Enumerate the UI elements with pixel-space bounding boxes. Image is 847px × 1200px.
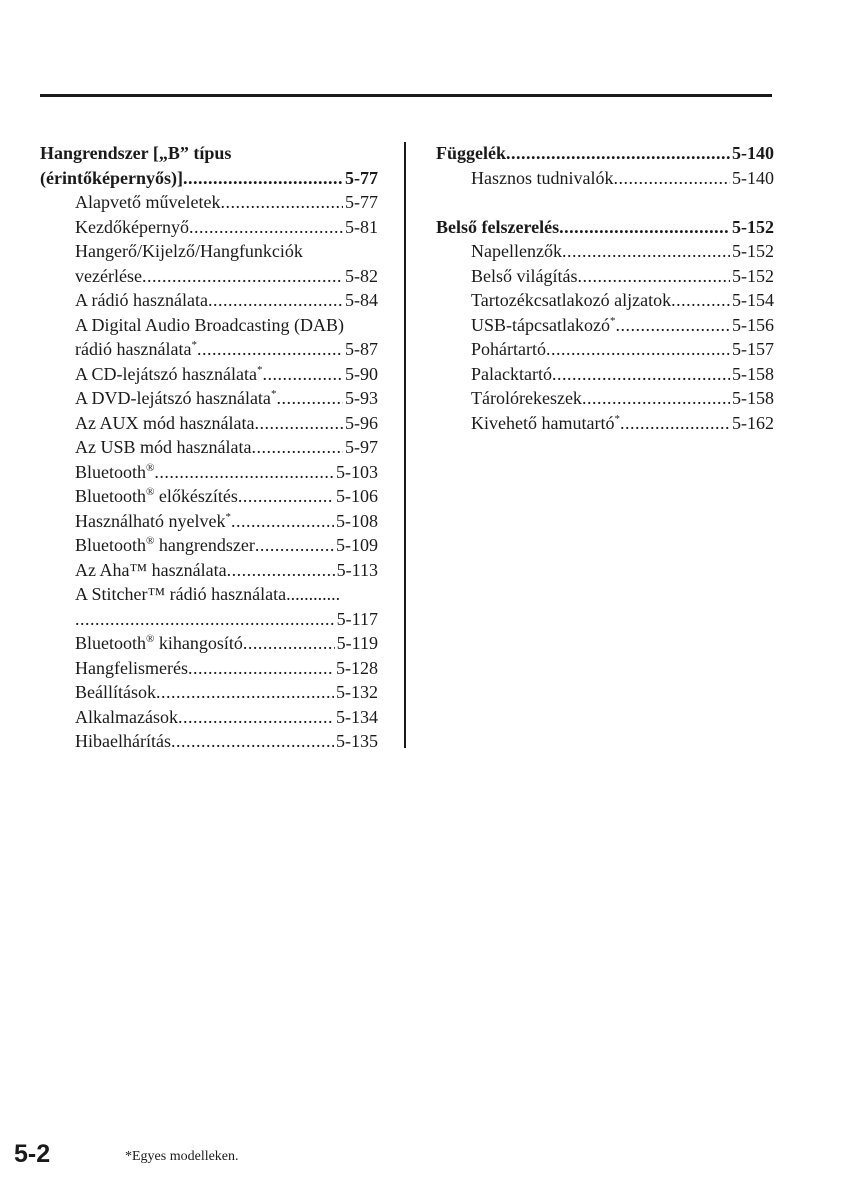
toc-entry[interactable] — [40, 460, 378, 485]
toc-entry-text — [75, 631, 243, 656]
toc-entry-mark: ® — [146, 486, 155, 498]
toc-entry-label: vezérlése — [75, 265, 142, 286]
leader-dots — [189, 215, 343, 240]
toc-entry[interactable] — [436, 411, 774, 436]
toc-entry-text — [471, 313, 615, 338]
toc-entry-mark: ® — [146, 535, 155, 547]
leader-dots — [671, 288, 730, 313]
toc-entry-label: Hibaelhárítás — [75, 731, 171, 751]
toc-entry-label: Alapvető műveletek — [75, 192, 221, 212]
toc-entry-label: Beállítások — [75, 682, 156, 702]
toc-entry-mark: * — [270, 388, 277, 400]
toc-entry-label: Palacktartó — [471, 363, 552, 384]
toc-entry[interactable] — [40, 631, 378, 656]
toc-entry-text — [471, 239, 562, 264]
toc-entry-page: 5-77 — [345, 192, 378, 212]
toc-entry-label: Az USB mód használata — [75, 437, 252, 457]
section-title-entry[interactable] — [436, 215, 774, 240]
toc-entry-page: 5-135 — [336, 731, 378, 751]
leader-dots — [559, 215, 730, 240]
toc-entry-text — [75, 460, 154, 485]
toc-entry-page: 5-96 — [345, 412, 378, 433]
section-page: 5-77 — [345, 167, 378, 188]
toc-entry-page: 5-84 — [345, 290, 378, 310]
page-number: 5-2 — [14, 1140, 51, 1168]
toc-entry-mark: ® — [146, 633, 155, 645]
toc-entry-text — [75, 680, 156, 705]
toc-entry-text — [75, 288, 208, 313]
toc-entry-page: 5-109 — [336, 535, 378, 555]
toc-entry-line1[interactable] — [40, 582, 378, 607]
toc-entry[interactable] — [40, 729, 378, 754]
toc-entry-label: Alkalmazások — [75, 706, 178, 727]
section-title: Belső felszerelés — [436, 216, 560, 237]
toc-entry-text — [75, 435, 251, 460]
toc-entry-page: 5-97 — [345, 437, 378, 457]
toc-entry-text — [471, 411, 620, 436]
leader-dots — [178, 705, 334, 730]
toc-entry-page: 5-87 — [345, 339, 378, 359]
leader-dots — [251, 435, 343, 460]
toc-entry-label: Tárolórekeszek — [471, 388, 582, 408]
toc-entry-label: Hasznos tudnivalók — [471, 167, 614, 188]
toc-entry-mark: * — [256, 363, 263, 376]
toc-entry-text — [75, 337, 197, 362]
toc-entry-label: Kivehető hamutartó — [471, 412, 615, 433]
toc-entry[interactable] — [40, 533, 378, 558]
toc-entry[interactable] — [40, 435, 378, 460]
leader-dots — [546, 337, 730, 362]
toc-entry-page: 5-132 — [336, 682, 378, 702]
toc-entry-page: 5-82 — [345, 265, 378, 286]
toc-entry-page: 5-108 — [336, 510, 378, 531]
section-title[interactable] — [40, 141, 378, 166]
toc-entry-label: Bluetooth — [75, 633, 146, 653]
leader-dots — [582, 386, 730, 411]
toc-entry-text — [75, 705, 178, 730]
toc-right-sections — [436, 141, 774, 435]
toc-entry-text — [471, 337, 546, 362]
toc-entry-text: Hangerő/Kijelző/Hangfunkciók — [75, 241, 303, 261]
toc-entry[interactable] — [40, 680, 378, 705]
toc-entry-page: 5-81 — [345, 216, 378, 237]
toc-entry[interactable] — [40, 656, 378, 681]
toc-entry-mark: * — [191, 339, 197, 351]
toc-entry[interactable] — [436, 386, 774, 411]
toc-entry[interactable] — [436, 264, 774, 289]
toc-entry-page: 5-152 — [732, 241, 774, 261]
toc-entry-page: 5-134 — [336, 706, 378, 727]
toc-left-items — [40, 190, 378, 754]
toc-entry-text — [75, 190, 220, 215]
toc-entry-page: 5-162 — [732, 412, 774, 433]
leader-dots — [188, 656, 334, 681]
toc-entry-label: Tartozékcsatlakozó aljzatok — [471, 290, 672, 310]
toc-entry-text — [75, 484, 238, 509]
toc-entry-text — [75, 729, 171, 754]
toc-entry-mark: ® — [146, 461, 155, 474]
toc-entry[interactable] — [40, 288, 378, 313]
top-rule — [40, 94, 772, 97]
toc-entry-label-suffix: hangrendszer — [154, 535, 255, 555]
toc-entry[interactable] — [40, 215, 378, 240]
toc-entry-label-suffix: előkészítés — [154, 486, 238, 506]
leader-dots — [197, 337, 343, 362]
column-divider — [404, 142, 406, 748]
leader-dots — [142, 264, 343, 289]
toc-entry-page: 5-106 — [336, 486, 378, 506]
leader-dots — [238, 484, 334, 509]
toc-entry[interactable] — [436, 313, 774, 338]
leader-dots — [183, 166, 343, 191]
toc-entry-line1[interactable] — [40, 239, 378, 264]
toc-entry-text — [75, 509, 231, 534]
leader-dots — [613, 166, 730, 191]
toc-entry-label: Bluetooth — [75, 461, 146, 482]
leader-dots — [231, 509, 334, 534]
toc-entry[interactable] — [436, 239, 774, 264]
toc-entry-label: Bluetooth — [75, 486, 146, 506]
toc-entry[interactable] — [40, 337, 378, 362]
toc-entry-text — [471, 386, 582, 411]
toc-entry-text — [471, 264, 578, 289]
toc-entry-page: 5-158 — [732, 388, 774, 408]
toc-entry-text: A Stitcher™ rádió használata............ — [75, 584, 341, 604]
toc-entry[interactable] — [40, 607, 378, 632]
toc-entry[interactable] — [436, 362, 774, 387]
toc-entry[interactable] — [40, 411, 378, 436]
leader-dots — [220, 190, 343, 215]
leader-dots — [578, 264, 731, 289]
toc-entry[interactable] — [40, 386, 378, 411]
leader-dots — [506, 141, 730, 166]
toc-entry-page: 5-140 — [732, 167, 774, 188]
toc-entry-text — [75, 215, 189, 240]
toc-entry-label: USB-tápcsatlakozó — [471, 314, 610, 335]
toc-entry-page: 5-113 — [336, 559, 378, 580]
section-title-line2: (érintőképernyős)] — [40, 167, 183, 188]
toc-entry[interactable] — [40, 190, 378, 215]
toc-entry-page: 5-154 — [732, 290, 774, 310]
toc-entry-page: 5-128 — [336, 657, 378, 678]
toc-entry[interactable] — [40, 264, 378, 289]
toc-entry-text — [471, 166, 613, 191]
section-title-entry[interactable] — [40, 166, 378, 191]
toc-entry-label: Hangfelismerés — [75, 657, 188, 678]
toc-entry-page: 5-156 — [732, 314, 774, 335]
section-gap — [436, 190, 774, 215]
toc-entry-page: 5-93 — [345, 388, 378, 408]
toc-entry-text — [471, 362, 552, 387]
section-title: Függelék — [436, 143, 506, 163]
toc-entry-page: 5-119 — [336, 633, 378, 653]
leader-dots — [75, 607, 335, 632]
toc-entry-line1[interactable] — [40, 313, 378, 338]
leader-dots — [562, 239, 730, 264]
leader-dots — [227, 558, 335, 583]
leader-dots — [615, 313, 730, 338]
toc-entry-text — [75, 533, 255, 558]
toc-entry-page: 5-103 — [336, 461, 378, 482]
toc-entry-text — [75, 656, 188, 681]
leader-dots — [262, 362, 343, 387]
toc-entry-text — [75, 264, 142, 289]
toc-entry[interactable] — [40, 509, 378, 534]
toc-entry-label: Bluetooth — [75, 535, 146, 555]
toc-entry[interactable] — [40, 705, 378, 730]
toc-entry-text — [75, 386, 276, 411]
toc-entry-page: 5-157 — [732, 339, 774, 359]
toc-entry-label: A CD-lejátszó használata — [75, 363, 257, 384]
toc-entry-label: Belső világítás — [471, 265, 578, 286]
toc-entry-text: A Digital Audio Broadcasting (DAB) — [75, 314, 344, 335]
toc-entry-page: 5-90 — [345, 363, 378, 384]
toc-entry[interactable] — [436, 337, 774, 362]
toc-entry-mark: * — [609, 314, 616, 327]
toc-entry[interactable] — [40, 484, 378, 509]
toc-entry-text — [75, 558, 227, 583]
section-page: 5-152 — [732, 216, 774, 237]
toc-entry-page: 5-117 — [336, 608, 378, 629]
leader-dots — [243, 631, 335, 656]
leader-dots — [620, 411, 730, 436]
toc-entry-label: Kezdőképernyő — [75, 216, 189, 237]
toc-left-column — [40, 141, 378, 754]
toc-entry-page: 5-158 — [732, 363, 774, 384]
toc-entry-label: A DVD-lejátszó használata — [75, 388, 271, 408]
toc-entry-mark: * — [225, 510, 231, 523]
leader-dots — [208, 288, 343, 313]
toc-entry-text — [75, 362, 262, 387]
toc-entry-label: Napellenzők — [471, 241, 562, 261]
toc-entry[interactable] — [436, 288, 774, 313]
toc-entry[interactable] — [40, 362, 378, 387]
toc-entry-label: Pohártartó — [471, 339, 546, 359]
toc-entry-label: Használható nyelvek — [75, 510, 226, 531]
leader-dots — [255, 533, 334, 558]
toc-entry[interactable] — [40, 558, 378, 583]
toc-entry[interactable] — [436, 166, 774, 191]
leader-dots — [276, 386, 343, 411]
toc-entry-label: Az Aha™ használata — [75, 559, 227, 580]
section-title-entry[interactable] — [436, 141, 774, 166]
toc-entry-label: Az AUX mód használata — [75, 412, 255, 433]
leader-dots — [156, 680, 334, 705]
leader-dots — [171, 729, 334, 754]
toc-entry-text — [75, 411, 254, 436]
leader-dots — [154, 460, 334, 485]
toc-entry-label: rádió használata — [75, 339, 192, 359]
toc-entry-page: 5-152 — [732, 265, 774, 286]
toc-entry-label-suffix: kihangosító — [154, 633, 243, 653]
toc-entry-label: A rádió használata — [75, 290, 208, 310]
section-page: 5-140 — [732, 143, 774, 163]
footnote: *Egyes modelleken. — [125, 1149, 239, 1164]
section-title-line1: Hangrendszer [„B” típus — [40, 143, 232, 163]
leader-dots — [552, 362, 730, 387]
toc-right-column — [436, 141, 774, 435]
leader-dots — [254, 411, 343, 436]
toc-entry-mark: * — [614, 412, 620, 425]
toc-entry-text — [471, 288, 671, 313]
